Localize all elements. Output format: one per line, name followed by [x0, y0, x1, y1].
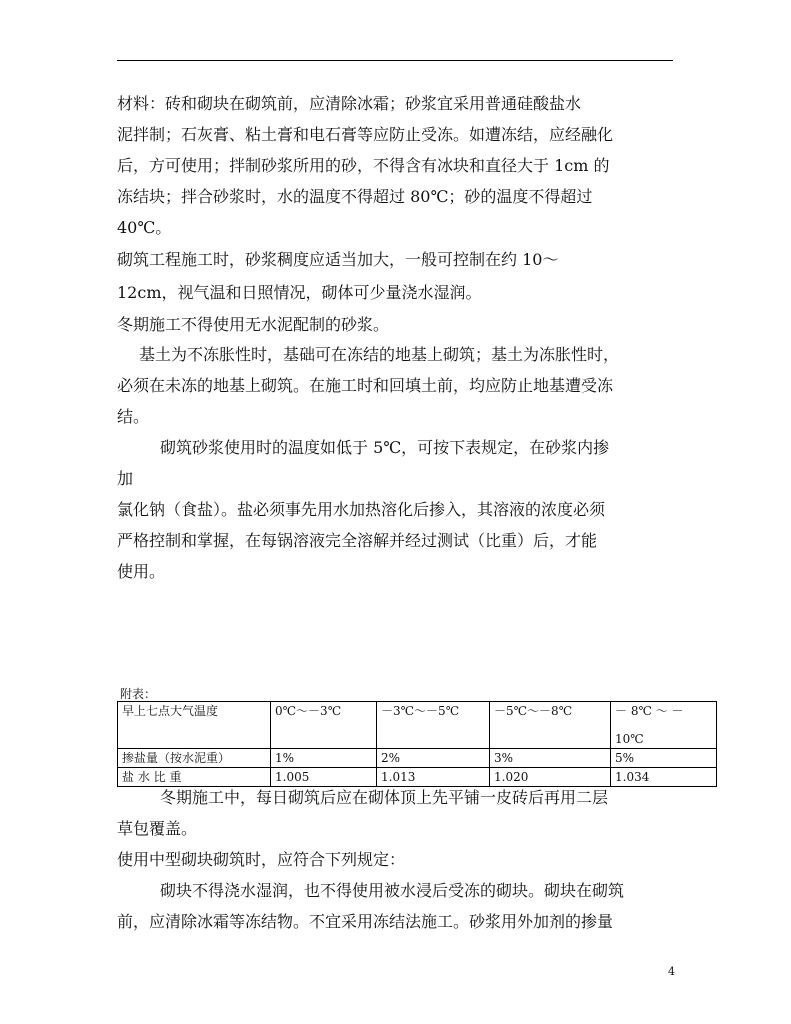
paragraph-line: 必须在未冻的地基上砌筑。在施工时和回填土前，均应防止地基遭受冻: [117, 376, 614, 395]
table-row: [118, 749, 717, 768]
table-cell: 早上七点大气温度: [118, 702, 271, 749]
paragraph-line: 前，应清除冰霜等冻结物。不宜采用冻结法施工。砂浆用外加剂的掺量: [117, 912, 614, 931]
paragraph-line: 使用。: [117, 562, 166, 581]
paragraph-line: 40℃。: [117, 218, 172, 237]
table-cell: －3℃～－5℃: [377, 702, 490, 749]
table-cell: 0℃～－3℃: [271, 702, 377, 749]
table-cell: 1.013: [377, 768, 490, 787]
paragraph-line: 砌筑砂浆使用时的温度如低于 5℃，可按下表规定，在砂浆内掺: [160, 438, 610, 457]
paragraph-line: 冻结块；拌合砂浆时，水的温度不得超过 80℃；砂的温度不得超过: [117, 187, 593, 206]
salt-dosage-table: [117, 701, 717, 787]
paragraph-line: 泥拌制；石灰膏、粘土膏和电石膏等应防止受冻。如遭冻结，应经融化: [117, 125, 614, 144]
paragraph-line: 冬期施工中，每日砌筑后应在砌体顶上先平铺一皮砖后再用二层: [160, 788, 609, 807]
table-cell: 1.005: [271, 768, 377, 787]
table-cell: 2%: [377, 749, 490, 768]
table-cell: 5%: [611, 749, 717, 768]
paragraph-line: 后，方可使用；拌制砂浆所用的砂，不得含有冰块和直径大于 1cm 的: [117, 156, 610, 175]
header-rule: [117, 60, 673, 61]
page-number: 4: [668, 965, 675, 978]
table-caption: 附表：: [120, 687, 157, 701]
paragraph-line: 使用中型砌块砌筑时，应符合下列规定：: [117, 850, 406, 869]
table-cell: 3%: [490, 749, 611, 768]
table-cell-line: 10℃: [615, 732, 644, 746]
table-cell-line: － 8℃ ～ －: [615, 704, 684, 718]
paragraph-line: 12cm，视气温和日照情况，砌体可少量浇水湿润。: [117, 283, 482, 302]
paragraph-line: 氯化钠（食盐）。盐必须事先用水加热溶化后掺入，其溶液的浓度必须: [117, 500, 606, 519]
paragraph-line: 加: [117, 469, 134, 488]
table-cell: 1%: [271, 749, 377, 768]
table-cell: －5℃～－8℃: [490, 702, 611, 749]
table-cell: [611, 702, 717, 749]
table-row: [118, 702, 717, 749]
paragraph-line: 严格控制和掌握，在每锅溶液完全溶解并经过测试（比重）后，才能: [117, 531, 598, 550]
table-cell: 1.034: [611, 768, 717, 787]
table-cell: 盐 水 比 重: [118, 768, 271, 787]
table-cell: 掺盐量（按水泥重）: [118, 749, 271, 768]
paragraph-line: 结。: [117, 407, 150, 426]
paragraph-line: 材料：砖和砌块在砌筑前，应清除冰霜；砂浆宜采用普通硅酸盐水: [117, 94, 582, 113]
table-cell: 1.020: [490, 768, 611, 787]
paragraph-line: 冬期施工不得使用无水泥配制的砂浆。: [117, 315, 390, 334]
paragraph-line: 砌块不得浇水湿润，也不得使用被水浸后受冻的砌块。砌块在砌筑: [160, 881, 625, 900]
paragraph-line: 基土为不冻胀性时，基础可在冻结的地基上砌筑；基土为冻胀性时，: [139, 345, 620, 364]
paragraph-line: 草包覆盖。: [117, 819, 198, 838]
paragraph-line: 砌筑工程施工时，砂浆稠度应适当加大，一般可控制在约 10～: [117, 250, 559, 269]
table-row: [118, 768, 717, 787]
